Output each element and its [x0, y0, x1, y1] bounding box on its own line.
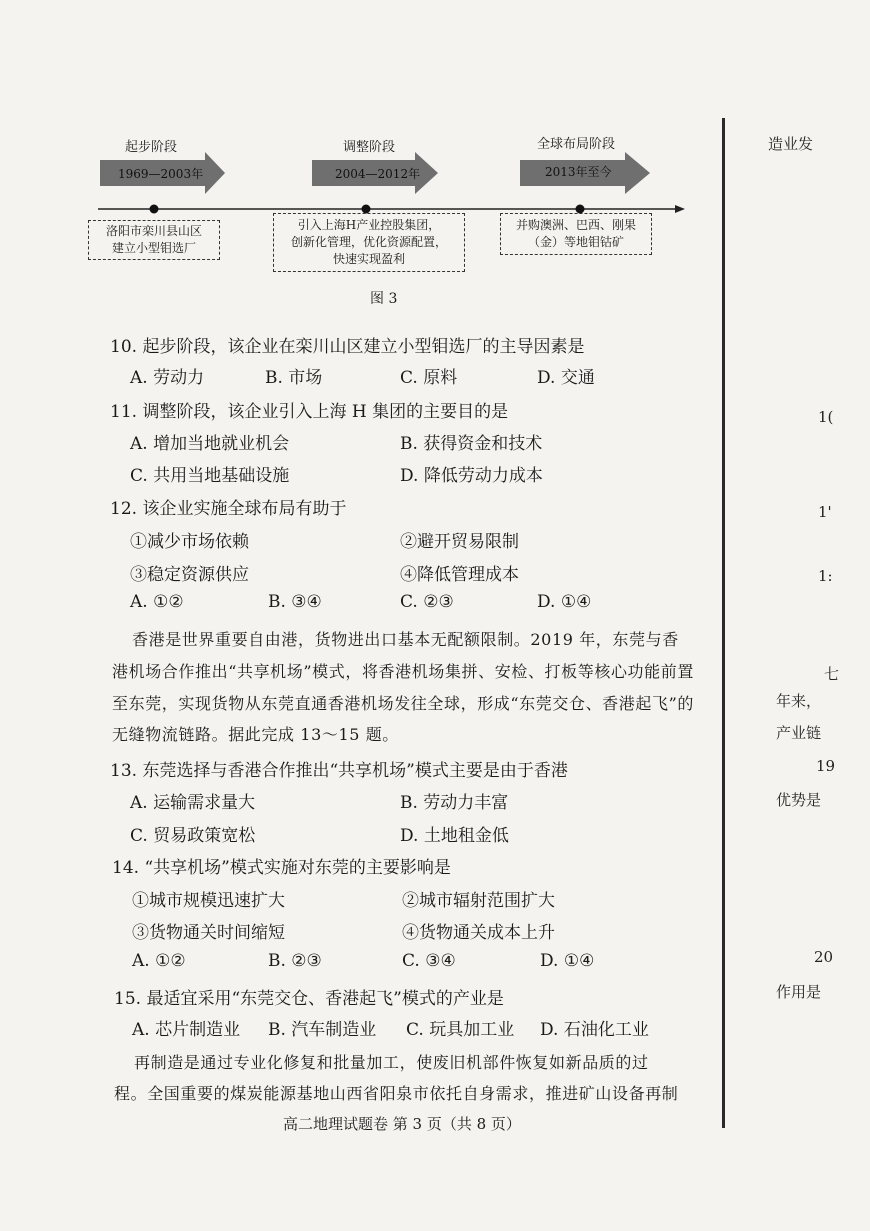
question-14-stem: 14. “共享机场”模式实施对东莞的主要影响是: [112, 858, 451, 878]
stage-title-3: 全球布局阶段: [537, 137, 616, 152]
q11-option-a: A. 增加当地就业机会: [130, 434, 290, 454]
q14-option-a: A. ①②: [132, 951, 186, 971]
q12-option-a: A. ①②: [130, 592, 184, 612]
stage-desc-3-line-1: 并购澳洲、巴西、刚果: [515, 218, 636, 232]
right-fragment-9: 优势是: [776, 791, 822, 809]
q11-option-c: C. 共用当地基础设施: [130, 466, 290, 486]
right-fragment-6: 年来，: [776, 692, 822, 710]
timeline-dot-1: [150, 205, 159, 214]
passage-1-line-1: 香港是世界重要自由港，货物进出口基本无配额限制。2019 年，东莞与香: [132, 630, 679, 649]
stage-desc-box-1: [88, 220, 220, 260]
q13-option-d: D. 土地租金低: [400, 826, 509, 846]
q13-option-b: B. 劳动力丰富: [400, 793, 509, 813]
question-15-stem: 15. 最适宜采用“东莞交仓、香港起飞”模式的产业是: [114, 989, 504, 1009]
stage-desc-box-3: [500, 213, 652, 255]
right-fragment-10: 20: [814, 948, 834, 966]
q12-option-d: D. ①④: [537, 592, 592, 612]
q10-option-b: B. 市场: [265, 368, 323, 388]
stage-desc-2-line-3: 快速实现盈利: [332, 252, 405, 266]
q11-option-d: D. 降低劳动力成本: [400, 466, 543, 486]
column-divider: [722, 118, 725, 1128]
stage-desc-2-line-2: 创新化管理，优化资源配置，: [290, 235, 447, 249]
stage-desc-3-line-2: （金）等地钼钴矿: [527, 235, 624, 249]
q13-option-c: C. 贸易政策宽松: [130, 826, 256, 846]
question-13-stem: 13. 东莞选择与香港合作推出“共享机场”模式主要是由于香港: [110, 761, 568, 781]
q14-option-d: D. ①④: [540, 951, 595, 971]
q14-option-c: C. ③④: [402, 951, 456, 971]
q12-option-b: B. ③④: [268, 592, 322, 612]
q14-option-b: B. ②③: [268, 951, 322, 971]
stage-period-2: 2004—2012年: [335, 167, 421, 181]
q10-option-d: D. 交通: [537, 368, 595, 388]
stage-period-1: 1969—2003年: [118, 167, 204, 181]
stage-desc-1-line-2: 建立小型钼选厂: [111, 241, 196, 255]
timeline-arrowhead: [675, 205, 685, 213]
q15-option-a: A. 芯片制造业: [132, 1020, 241, 1040]
q15-option-d: D. 石油化工业: [540, 1020, 649, 1040]
stage-title-2: 调整阶段: [343, 140, 396, 155]
right-fragment-2: 1(: [818, 408, 834, 426]
page-footer: 高二地理试题卷 第 3 页（共 8 页）: [283, 1115, 521, 1133]
stage-desc-2-line-1: 引入上海H产业控股集团，: [297, 218, 441, 232]
stage-desc-1-line-1: 洛阳市栾川县山区: [105, 224, 202, 238]
question-10-stem: 10. 起步阶段，该企业在栾川山区建立小型钼选厂的主导因素是: [110, 337, 585, 357]
question-11-stem: 11. 调整阶段，该企业引入上海 H 集团的主要目的是: [110, 402, 509, 422]
right-fragment-11: 作用是: [776, 983, 822, 1001]
q13-option-a: A. 运输需求量大: [130, 793, 256, 813]
q12-item-3: ③稳定资源供应: [130, 565, 249, 585]
passage-1-line-2: 港机场合作推出“共享机场”模式，将香港机场集拼、安检、打板等核心功能前置: [112, 662, 694, 681]
question-12-stem: 12. 该企业实施全球布局有助于: [110, 499, 347, 519]
right-fragment-8: 19: [816, 757, 836, 775]
q14-item-4: ④货物通关成本上升: [402, 923, 555, 943]
q15-option-c: C. 玩具加工业: [406, 1020, 515, 1040]
passage-2-line-1: 再制造是通过专业化修复和批量加工，使废旧机部件恢复如新品质的过: [134, 1053, 649, 1072]
q12-item-2: ②避开贸易限制: [400, 532, 519, 552]
stage-desc-box-2: [273, 213, 465, 272]
q12-item-4: ④降低管理成本: [400, 565, 519, 585]
timeline-svg: [90, 150, 690, 220]
right-fragment-3: 1': [818, 503, 832, 521]
passage-2-line-2: 程。全国重要的煤炭能源基地山西省阳泉市依托自身需求，推进矿山设备再制: [114, 1084, 679, 1103]
passage-1-line-3: 至东莞，实现货物从东莞直通香港机场发往全球，形成“东莞交仓、香港起飞”的: [112, 694, 694, 713]
q14-item-2: ②城市辐射范围扩大: [402, 891, 555, 911]
stage-title-1: 起步阶段: [125, 140, 178, 155]
q12-item-1: ①减少市场依赖: [130, 532, 249, 552]
q10-option-c: C. 原料: [400, 368, 458, 388]
passage-1-line-4: 无缝物流链路。据此完成 13～15 题。: [112, 725, 399, 744]
q10-option-a: A. 劳动力: [130, 368, 205, 388]
q14-item-3: ③货物通关时间缩短: [132, 923, 285, 943]
figure-caption: 图 3: [370, 291, 398, 307]
right-fragment-4: 1:: [818, 567, 833, 585]
right-fragment-7: 产业链: [776, 724, 822, 742]
q12-option-c: C. ②③: [400, 592, 454, 612]
right-fragment-1: 造业发: [768, 135, 814, 153]
right-fragment-5: 七: [824, 665, 840, 683]
q11-option-b: B. 获得资金和技术: [400, 434, 543, 454]
q15-option-b: B. 汽车制造业: [268, 1020, 377, 1040]
stage-period-3: 2013年至今: [545, 165, 612, 179]
q14-item-1: ①城市规模迅速扩大: [132, 891, 285, 911]
